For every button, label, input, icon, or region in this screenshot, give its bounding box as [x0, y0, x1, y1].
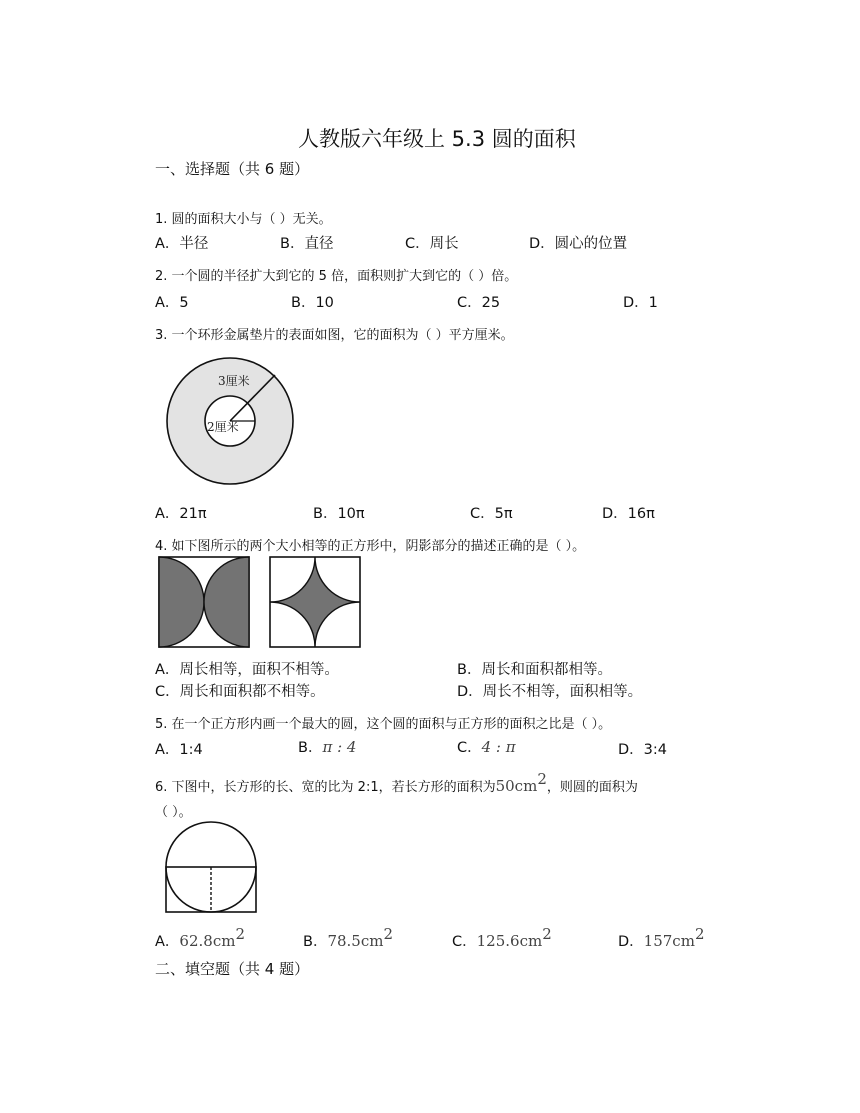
q3-option-b: B．10π [313, 506, 365, 522]
q1-option-b: B．直径 [280, 236, 334, 252]
q4-option-d: D．周长不相等，面积相等。 [457, 684, 643, 700]
q6-option-b-sup: 2 [383, 925, 394, 943]
q2-option-a: A．5 [155, 295, 189, 311]
q5-option-d-label: D． [618, 742, 644, 758]
q6-option-c-sup: 2 [542, 925, 552, 943]
section-heading-choice: 一、选择题（共 6 题） [155, 160, 310, 178]
question-3-stem: 3. 一个环形金属垫片的表面如图，它的面积为（ ）平方厘米。 [155, 328, 514, 343]
q4-option-b: B．周长和面积都相等。 [457, 662, 612, 678]
q6-option-c-value: 125.6cm [476, 932, 543, 950]
q4-option-c: C．周长和面积都不相等。 [155, 684, 325, 700]
q5-option-a-label: A． [155, 742, 180, 758]
q5-option-c [457, 736, 516, 757]
q6-option-d-value: 157cm [643, 932, 695, 950]
q5-option-d [618, 738, 667, 759]
q6-stem-text-b: ，则圆的面积为 [546, 780, 638, 795]
page-title: 人教版六年级上 5.3 圆的面积 [298, 127, 576, 151]
q6-option-b-label: B． [303, 934, 328, 950]
q6-option-a-value: 62.8cm [179, 932, 236, 950]
q6-stem-value: 50cm [495, 777, 538, 795]
q5-option-c-value: 4 : π [481, 738, 516, 756]
q6-option-d-label: D． [618, 934, 644, 950]
q6-option-a-label: A． [155, 934, 180, 950]
q5-option-d-value: 3:4 [643, 742, 668, 758]
q1-option-a: A．半径 [155, 236, 209, 252]
q5-option-b-label: B． [298, 740, 323, 756]
question-5-stem: 5. 在一个正方形内画一个最大的圆，这个圆的面积与正方形的面积之比是（ ）。 [155, 717, 612, 732]
inner-radius-label: 2厘米 [207, 420, 239, 434]
question-6-stem-cont: （ ）。 [155, 805, 192, 820]
q5-option-a [155, 738, 203, 759]
question-1-stem: 1. 圆的面积大小与（ ）无关。 [155, 212, 332, 227]
q5-option-a-value: 1:4 [179, 742, 203, 758]
q6-option-d [618, 925, 704, 951]
q6-option-b [303, 925, 393, 951]
q3-option-a: A．21π [155, 506, 207, 522]
q1-option-d: D．圆心的位置 [529, 236, 628, 252]
q4-option-a: A．周长相等，面积不相等。 [155, 662, 339, 678]
square-figure-left [157, 555, 251, 649]
ring-washer-figure [160, 355, 300, 495]
q2-option-d: D．1 [623, 295, 658, 311]
question-6-stem [155, 770, 638, 795]
q5-option-b [298, 736, 356, 757]
q6-stem-text-a: 6. 下图中，长方形的长、宽的比为 2:1，若长方形的面积为 [155, 780, 496, 795]
question-2-stem: 2. 一个圆的半径扩大到它的 5 倍，面积则扩大到它的（ ）倍。 [155, 269, 518, 284]
q3-option-d: D．16π [602, 506, 655, 522]
q6-option-c-label: C． [452, 934, 477, 950]
q6-option-d-sup: 2 [694, 925, 705, 943]
q6-stem-sup: 2 [537, 770, 547, 788]
q5-option-c-label: C． [457, 740, 482, 756]
q1-option-c: C．周长 [405, 236, 459, 252]
q5-option-b-value: π : 4 [322, 738, 357, 756]
q6-option-b-value: 78.5cm [327, 932, 384, 950]
q6-option-a [155, 925, 245, 951]
outer-radius-label: 3厘米 [218, 374, 250, 388]
question-4-stem: 4. 如下图所示的两个大小相等的正方形中，阴影部分的描述正确的是（ ）。 [155, 539, 586, 554]
q2-option-c: C．25 [457, 295, 501, 311]
q2-option-b: B．10 [291, 295, 334, 311]
circle-rectangle-figure [160, 820, 264, 918]
square-figure-right [268, 555, 362, 649]
section-heading-fill: 二、填空题（共 4 题） [155, 960, 310, 978]
q6-option-c [452, 925, 552, 951]
q3-option-c: C．5π [470, 506, 513, 522]
q6-option-a-sup: 2 [235, 925, 245, 943]
